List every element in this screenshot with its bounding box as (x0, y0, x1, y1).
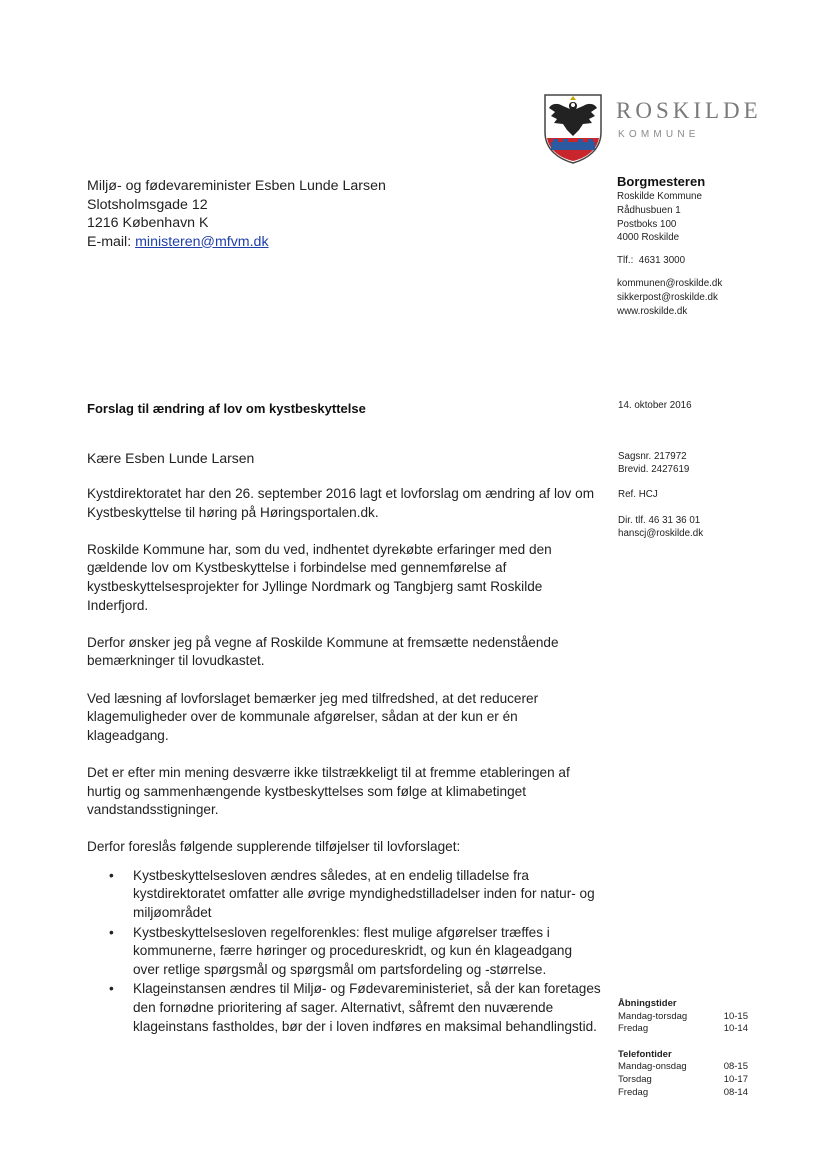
opening-hours (618, 998, 748, 1099)
phone-hours-title: Telefontider (618, 1048, 672, 1060)
case-number: Sagsnr. 217972 (618, 451, 687, 462)
hours-row (618, 1087, 748, 1100)
sender-website[interactable]: www.roskilde.dk (617, 305, 688, 317)
hours-day: Fredag (618, 1086, 649, 1098)
hours-time: 10-17 (723, 1073, 748, 1085)
body-paragraph: Ved læsning af lovforslaget bemærker jeg med tilfredshed, at det reducerer klagemuligheder over de kommunale afgørelser, sådan at der kun er én klageadgang. (87, 690, 539, 743)
hours-day: Mandag-torsdag (618, 1010, 688, 1022)
letter-subject: Forslag til ændring af lov om kystbeskyttelse (87, 401, 366, 416)
sender-title: Borgmesteren (617, 174, 706, 189)
list-item-text: Kystbeskyttelsesloven regelforenkles: flest mulige afgørelser træffes i kommunerne, færre høringer og procedureskridt, og kun én klageadgang over retlige spørgsmål og spørgsmål om partsfordeling og -størrelse. (133, 924, 573, 977)
hours-time: 10-14 (723, 1023, 748, 1035)
bullet-icon: • (109, 924, 114, 940)
sender-email-2[interactable]: sikkerpost@roskilde.dk (617, 291, 718, 303)
direct-email[interactable]: hanscj@roskilde.dk (618, 527, 704, 539)
direct-phone: Dir. tlf. 46 31 36 01 (618, 514, 701, 526)
reference: Ref. HCJ (618, 489, 658, 501)
list-item (87, 867, 602, 923)
bullet-icon: • (109, 981, 114, 997)
hours-time: 08-15 (723, 1061, 748, 1073)
recipient-email-line (87, 233, 386, 252)
recipient-street: Slotsholmsgade 12 (87, 196, 208, 213)
sender-city: 4000 Roskilde (617, 232, 680, 244)
letter-date: 14. oktober 2016 (618, 400, 692, 411)
hours-row (618, 1023, 748, 1036)
hours-row (618, 1074, 748, 1087)
recipient-email-link[interactable]: ministeren@mfvm.dk (135, 233, 269, 250)
sender-box: Postboks 100 (617, 218, 677, 230)
list-item-text: Kystbeskyttelsesloven ændres således, at en endelig tilladelse fra kystdirektoratet omfatter alle øvrige myndighedstilladelser inden for natur- og miljøområdet (133, 867, 595, 921)
hours-day: Mandag-onsdag (618, 1061, 687, 1073)
recipient-name: Miljø- og fødevareminister Esben Lunde Larsen (87, 178, 386, 194)
sender-block (617, 174, 722, 318)
case-reference-block (618, 450, 703, 540)
body-paragraph: Roskilde Kommune har, som du ved, indhentet dyrekøbte erfaringer med den gældende lov om Kystbeskyttelse i forbindelse med gennemførelse af kystbeskyttelsesprojekter for Jyllinge Nordmark og Tangbjerg samt Roskilde Inderfjord. (87, 541, 552, 613)
hours-row (618, 1061, 748, 1074)
bullet-icon: • (109, 867, 114, 883)
list-item (87, 924, 602, 980)
list-item (87, 980, 602, 1036)
sender-email-1[interactable]: kommunen@roskilde.dk (617, 277, 723, 289)
hours-row (618, 1011, 748, 1024)
hours-day: Fredag (618, 1023, 649, 1035)
recipient-city: 1216 København K (87, 215, 209, 231)
email-prefix: E-mail: (87, 233, 136, 250)
body-paragraph: Derfor ønsker jeg på vegne af Roskilde Kommune at fremsætte nedenstående bemærkninger til lovudkastet. (87, 634, 559, 669)
body-paragraph: Derfor foreslås følgende supplerende tilføjelser til lovforslaget: (87, 839, 461, 855)
body-paragraph: Kystdirektoratet har den 26. september 2016 lagt et lovforslag om ændring af lov om Kystbeskyttelse til høring på Høringsportalen.dk. (87, 486, 595, 520)
salutation: Kære Esben Lunde Larsen (87, 450, 255, 466)
hours-time: 10-15 (723, 1010, 748, 1022)
list-item-text: Klageinstansen ændres til Miljø- og Fødevareministeriet, så der kan foretages den fornødne prioritering af sager. Alternativt, såfremt den nuværende klageinstans fastholdes, bør der i loven indføres en maksimal behandlingstid. (133, 981, 601, 1034)
brand-name: ROSKILDE (616, 98, 762, 123)
proposal-list (87, 867, 602, 1036)
letter-body (87, 485, 602, 1037)
sender-org: Roskilde Kommune (617, 191, 702, 202)
opening-hours-title: Åbningstider (618, 998, 677, 1009)
hours-day: Torsdag (618, 1073, 652, 1085)
brand-subtitle: KOMMUNE (618, 129, 700, 140)
sender-phone: Tlf.: 4631 3000 (617, 255, 686, 267)
letter-id: Brevid. 2427619 (618, 464, 690, 476)
hours-time: 08-14 (723, 1086, 748, 1098)
roskilde-crest-logo (541, 92, 605, 164)
recipient-address (87, 177, 386, 251)
body-paragraph: Det er efter min mening desværre ikke tilstrækkeligt til at fremme etableringen af hurtig og sammenhængende kystbeskyttelses som følge at klimabetinget vandstandsstigninger. (87, 764, 570, 818)
sender-street: Rådhusbuen 1 (617, 204, 681, 216)
